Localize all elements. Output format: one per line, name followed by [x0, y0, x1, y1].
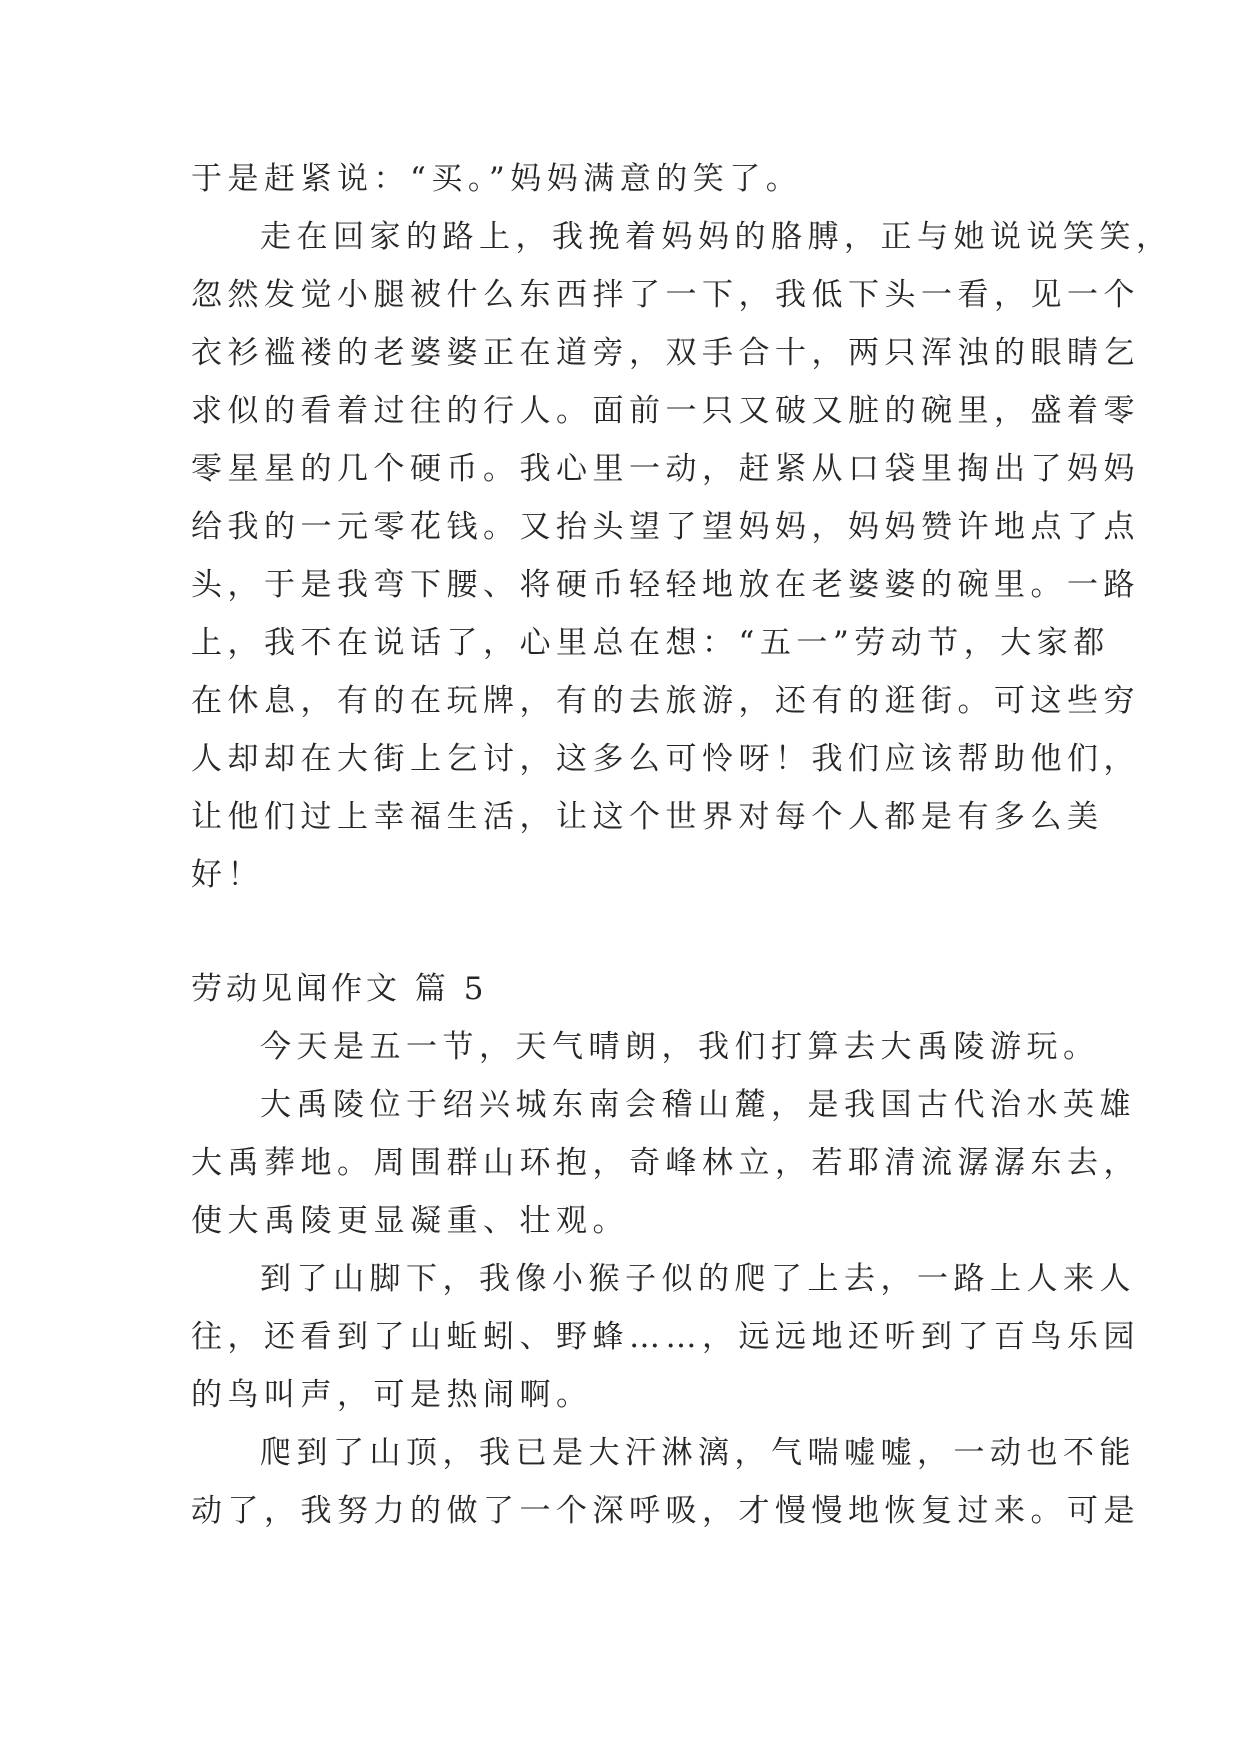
document-body — [191, 150, 1173, 1540]
paragraph-line: 使大禹陵更显凝重、壮观。 — [191, 1203, 629, 1239]
paragraph-line: 今天是五一节，天气晴朗，我们打算去大禹陵游玩。 — [260, 1029, 1100, 1065]
paragraph-line: 给我的一元零花钱。又抬头望了望妈妈，妈妈赞许地点了点 — [191, 509, 1140, 545]
paragraph-line: 上，我不在说话了，心里总在想：“五一”劳动节，大家都 — [191, 625, 1110, 661]
paragraph-line: 在休息，有的在玩牌，有的去旅游，还有的逛街。可这些穷 — [191, 683, 1140, 719]
paragraph-line: 求似的看着过往的行人。面前一只又破又脏的碗里，盛着零 — [191, 393, 1140, 429]
paragraph-line: 头，于是我弯下腰、将硬币轻轻地放在老婆婆的碗里。一路 — [191, 567, 1140, 603]
paragraph-line: 走在回家的路上，我挽着妈妈的胳膊，正与她说说笑笑， — [260, 219, 1173, 255]
section-heading: 劳动见闻作文 篇 5 — [191, 971, 488, 1007]
paragraph-line: 人却却在大街上乞讨，这多么可怜呀！我们应该帮助他们， — [191, 741, 1140, 777]
paragraph-line: 衣衫褴褛的老婆婆正在道旁，双手合十，两只浑浊的眼睛乞 — [191, 335, 1140, 371]
paragraph-line: 大禹陵位于绍兴城东南会稽山麓，是我国古代治水英雄 — [260, 1087, 1136, 1123]
paragraph-line: 零星星的几个硬币。我心里一动，赶紧从口袋里掏出了妈妈 — [191, 451, 1140, 487]
paragraph-line: 往，还看到了山蚯蚓、野蜂……，远远地还听到了百鸟乐园 — [191, 1319, 1140, 1355]
paragraph-line: 的鸟叫声，可是热闹啊。 — [191, 1377, 593, 1413]
paragraph-line: 动了，我努力的做了一个深呼吸，才慢慢地恢复过来。可是 — [191, 1493, 1140, 1529]
section-spacer — [191, 904, 1051, 960]
paragraph-line: 让他们过上幸福生活，让这个世界对每个人都是有多么美 — [191, 799, 1104, 835]
paragraph-line: 忽然发觉小腿被什么东西拌了一下，我低下头一看，见一个 — [191, 277, 1140, 313]
paragraph-line: 爬到了山顶，我已是大汗淋漓，气喘嘘嘘，一动也不能 — [260, 1435, 1136, 1471]
paragraph-line: 到了山脚下，我像小猴子似的爬了上去，一路上人来人 — [260, 1261, 1136, 1297]
paragraph-line: 大禹葬地。周围群山环抱，奇峰林立，若耶清流潺潺东去， — [191, 1145, 1140, 1181]
paragraph-line: 于是赶紧说：“买。”妈妈满意的笑了。 — [191, 161, 803, 197]
paragraph-line: 好！ — [191, 857, 264, 893]
